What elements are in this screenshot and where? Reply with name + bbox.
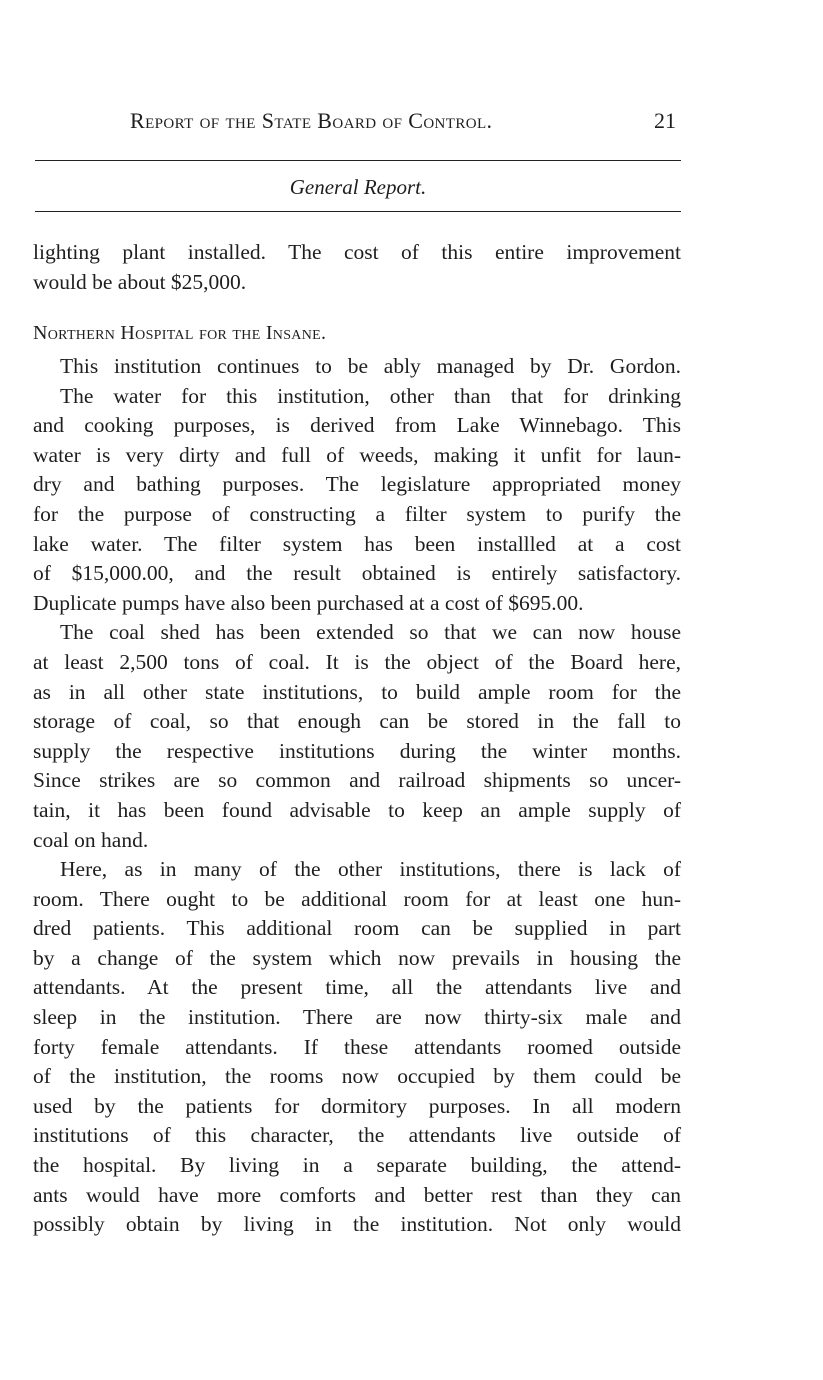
- text-line: as in all other state institutions, to build ample room for the: [33, 679, 681, 704]
- text-line: used by the patients for dormitory purposes. In all modern: [33, 1093, 681, 1118]
- text-line: possibly obtain by living in the institution. Not only would: [33, 1212, 681, 1237]
- text-line: This institution continues to be ably managed by Dr. Gordon.: [60, 354, 681, 378]
- intro-paragraph: [33, 238, 681, 297]
- text-line: room. There ought to be additional room for at least one hun-: [33, 886, 681, 911]
- body-text: [33, 352, 681, 1240]
- running-title: Report of the State Board of Control.: [130, 108, 493, 133]
- section-heading: Northern Hospital for the Insane.: [33, 322, 327, 344]
- text-line: dred patients. This additional room can be supplied in part: [33, 916, 681, 941]
- text-line: supply the respective institutions during the winter months.: [33, 738, 681, 763]
- text-line: would be about $25,000.: [33, 269, 247, 294]
- text-line: attendants. At the present time, all the attendants live and: [33, 975, 681, 1000]
- text-line: The coal shed has been extended so that we can now house: [60, 620, 681, 645]
- section-title: General Report.: [289, 175, 427, 199]
- text-line: forty female attendants. If these attendants roomed outside: [33, 1034, 681, 1059]
- text-line: coal on hand.: [33, 827, 149, 852]
- text-line: by a change of the system which now prevails in housing the: [33, 945, 681, 970]
- page-number: 21: [654, 108, 676, 133]
- text-line: sleep in the institution. There are now thirty-six male and: [33, 1005, 681, 1030]
- text-line: lighting plant installed. The cost of this entire improvement: [33, 240, 681, 264]
- text-line: water is very dirty and full of weeds, making it unfit for laun-: [33, 442, 681, 467]
- text-line: ants would have more comforts and better rest than they can: [33, 1182, 681, 1207]
- text-line: institutions of this character, the attendants live outside of: [33, 1123, 681, 1148]
- text-line: the hospital. By living in a separate building, the attend-: [33, 1153, 681, 1178]
- text-line: Since strikes are so common and railroad shipments so uncer-: [33, 768, 681, 793]
- header-rule-top: [35, 160, 681, 161]
- text-line: tain, it has been found advisable to keep an ample supply of: [33, 797, 681, 822]
- text-line: Duplicate pumps have also been purchased at a cost of $695.00.: [33, 590, 584, 615]
- text-line: lake water. The filter system has been installled at a cost: [33, 531, 681, 556]
- text-line: for the purpose of constructing a filter system to purify the: [33, 501, 681, 526]
- text-line: Here, as in many of the other institutions, there is lack of: [60, 857, 681, 882]
- text-line: of the institution, the rooms now occupied by them could be: [33, 1064, 681, 1089]
- text-line: dry and bathing purposes. The legislature appropriated money: [33, 472, 681, 497]
- text-line: at least 2,500 tons of coal. It is the object of the Board here,: [33, 649, 681, 674]
- text-line: storage of coal, so that enough can be stored in the fall to: [33, 709, 681, 734]
- header-rule-bottom: [35, 211, 681, 212]
- text-line: and cooking purposes, is derived from Lake Winnebago. This: [33, 413, 681, 438]
- text-line: The water for this institution, other than that for drinking: [60, 383, 681, 408]
- text-line: of $15,000.00, and the result obtained is entirely satisfactory.: [33, 561, 681, 586]
